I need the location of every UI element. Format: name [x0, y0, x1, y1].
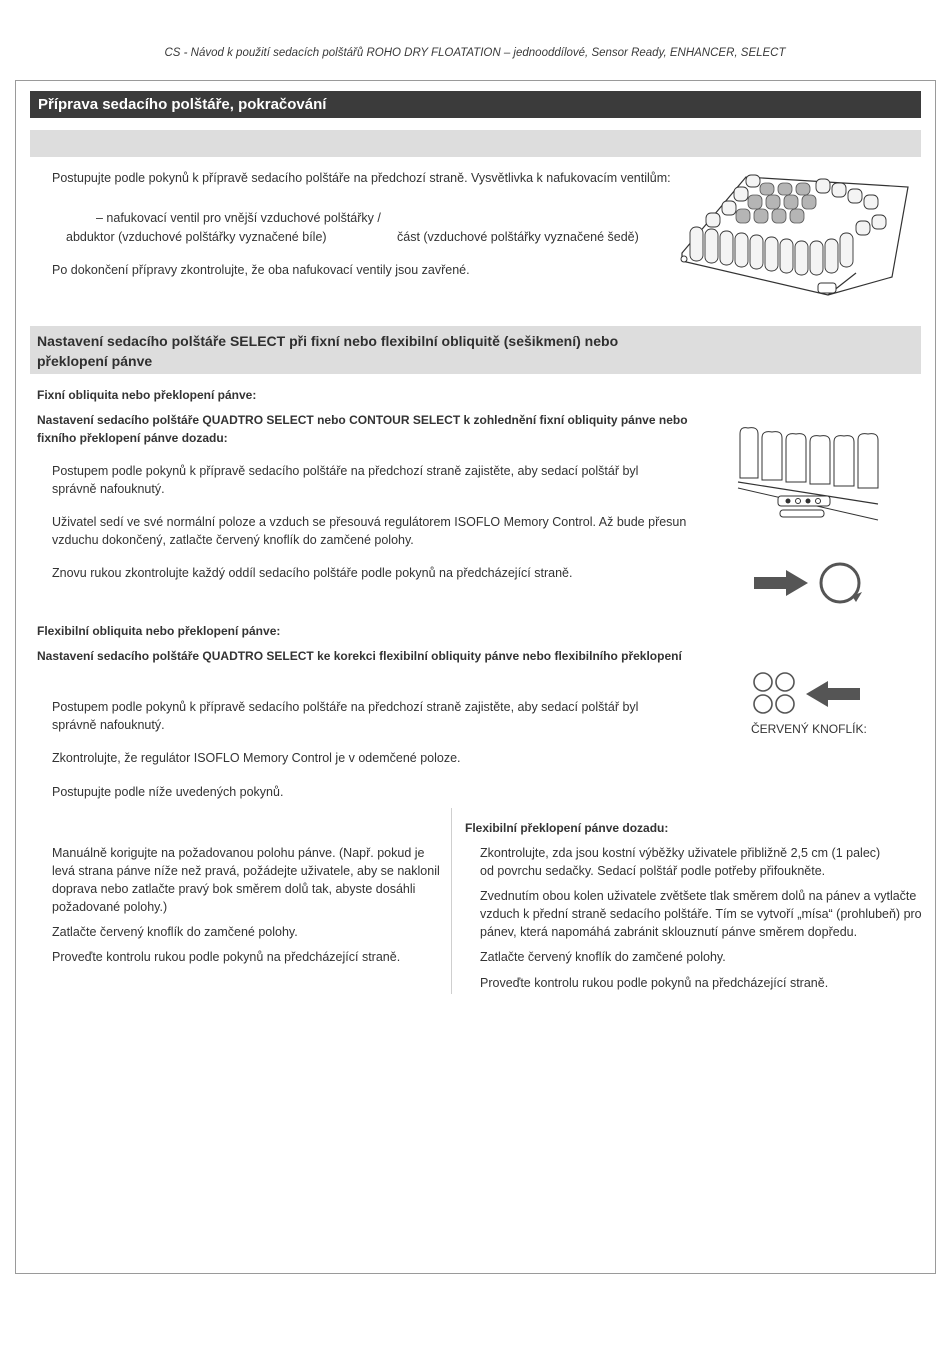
fixed-step1-line1: Postupem podle pokynů k přípravě sedacího polštáře na předchozí straně zajistěte, aby sedací polštář byl [52, 464, 639, 478]
valve-legend-band [30, 130, 921, 157]
flexible-obliquity-heading: Flexibilní obliquita nebo překlopení pánve: [37, 624, 281, 638]
isoflo-control-illustration [736, 426, 882, 524]
push-knob-lock-icon [752, 562, 864, 608]
section1-closing: Po dokončení přípravy zkontrolujte, že oba nafukovací ventily jsou zavřené. [52, 263, 470, 277]
flexible-step2: Zkontrolujte, že regulátor ISOFLO Memory Control je v odemčené poloze. [52, 751, 461, 765]
right-col-p2-line3: pánev, která napomáhá zabránit sklouznutí pánve směrem dopředu. [480, 925, 858, 939]
cushion-illustration [676, 165, 916, 300]
left-col-p1-line1: Manuálně korigujte na požadovanou polohu pánve. (Např. pokud je [52, 846, 425, 860]
running-header: CS - Návod k použití sedacích polštářů ROHO DRY FLOATATION – jednooddílové, Sensor Ready, ENHANCER, SELECT [164, 47, 786, 59]
right-col-heading: Flexibilní překlopení pánve dozadu: [465, 821, 669, 835]
valve-legend-line2: abduktor (vzduchové polštářky vyznačené bíle) [66, 230, 327, 244]
section-title-bar: Příprava sedacího polštáře, pokračování [30, 91, 921, 118]
select-adjustment-title-line1: Nastavení sedacího polštáře SELECT při fixní nebo flexibilní obliquitě (sešikmení) nebo [37, 333, 619, 349]
fixed-obliquity-subheading-line1: Nastavení sedacího polštáře QUADTRO SELECT nebo CONTOUR SELECT k zohlednění fixní obliquity pánve nebo [37, 413, 688, 427]
flexible-step1-line2: správně nafouknutý. [52, 718, 165, 732]
left-col-p1-line2: levá strana pánve níže než pravá, požádejte uživatele, aby se naklonil [52, 864, 440, 878]
left-col-p1-line4: požadované polohy.) [52, 900, 168, 914]
fixed-step2-line2: vzduchu dokončený, zatlačte červený knoflík do zamčené polohy. [52, 533, 414, 547]
right-col-p4: Proveďte kontrolu rukou podle pokynů na předcházející straně. [480, 976, 829, 990]
flexible-step1-line1: Postupem podle pokynů k přípravě sedacího polštáře na předchozí straně zajistěte, aby sedací polštář byl [52, 700, 639, 714]
section1-intro: Postupujte podle pokynů k přípravě sedacího polštáře na předchozí straně. Vysvětlivka k nafukovacím ventilům: [52, 171, 671, 185]
left-col-p3: Proveďte kontrolu rukou podle pokynů na předcházející straně. [52, 950, 401, 964]
valve-legend-line3: část (vzduchové polštářky vyznačené šedě) [397, 230, 639, 244]
fixed-step3: Znovu rukou zkontrolujte každý oddíl sedacího polštáře podle pokynů na předcházející straně. [52, 566, 573, 580]
right-col-p1-line2: od povrchu sedačky. Sedací polštář podle potřeby přifoukněte. [480, 864, 826, 878]
fixed-step2-line1: Uživatel sedí ve své normální poloze a vzduch se přesouvá regulátorem ISOFLO Memory Control. Až bude přesun [52, 515, 687, 529]
left-col-p1-line3: doprava nebo zatlačte pravý bok směrem dolů tak, abyste dosáhli [52, 882, 416, 896]
right-col-p2-line2: vzduch k přední straně sedacího polštáře. Tím se vytvoří „mísa“ (prohlubeň) pro [480, 907, 922, 921]
column-divider [451, 808, 452, 994]
right-col-p3: Zatlačte červený knoflík do zamčené polohy. [480, 950, 726, 964]
valve-legend-line1: – nafukovací ventil pro vnější vzduchové polštářky / [96, 211, 381, 225]
fixed-step1-line2: správně nafouknutý. [52, 482, 165, 496]
select-adjustment-title-line2: překlopení pánve [37, 353, 153, 369]
fixed-obliquity-heading: Fixní obliquita nebo překlopení pánve: [37, 388, 257, 402]
select-adjustment-heading-band [30, 326, 921, 374]
red-knob-label: ČERVENÝ KNOFLÍK: [751, 722, 867, 736]
left-col-p2: Zatlačte červený knoflík do zamčené polohy. [52, 925, 298, 939]
flexible-obliquity-subheading: Nastavení sedacího polštáře QUADTRO SELECT ke korekci flexibilní obliquity pánve nebo flexibilního překlopení [37, 649, 682, 663]
fixed-obliquity-subheading-line2: fixního překlopení pánve dozadu: [37, 431, 228, 445]
flexible-step3: Postupujte podle níže uvedených pokynů. [52, 785, 284, 799]
red-knob-unlock-icon [752, 670, 864, 716]
right-col-p2-line1: Zvednutím obou kolen uživatele zvětšete tlak směrem dolů na pánev a vytlačte [480, 889, 917, 903]
right-col-p1-line1: Zkontrolujte, zda jsou kostní výběžky uživatele přibližně 2,5 cm (1 palec) [480, 846, 881, 860]
